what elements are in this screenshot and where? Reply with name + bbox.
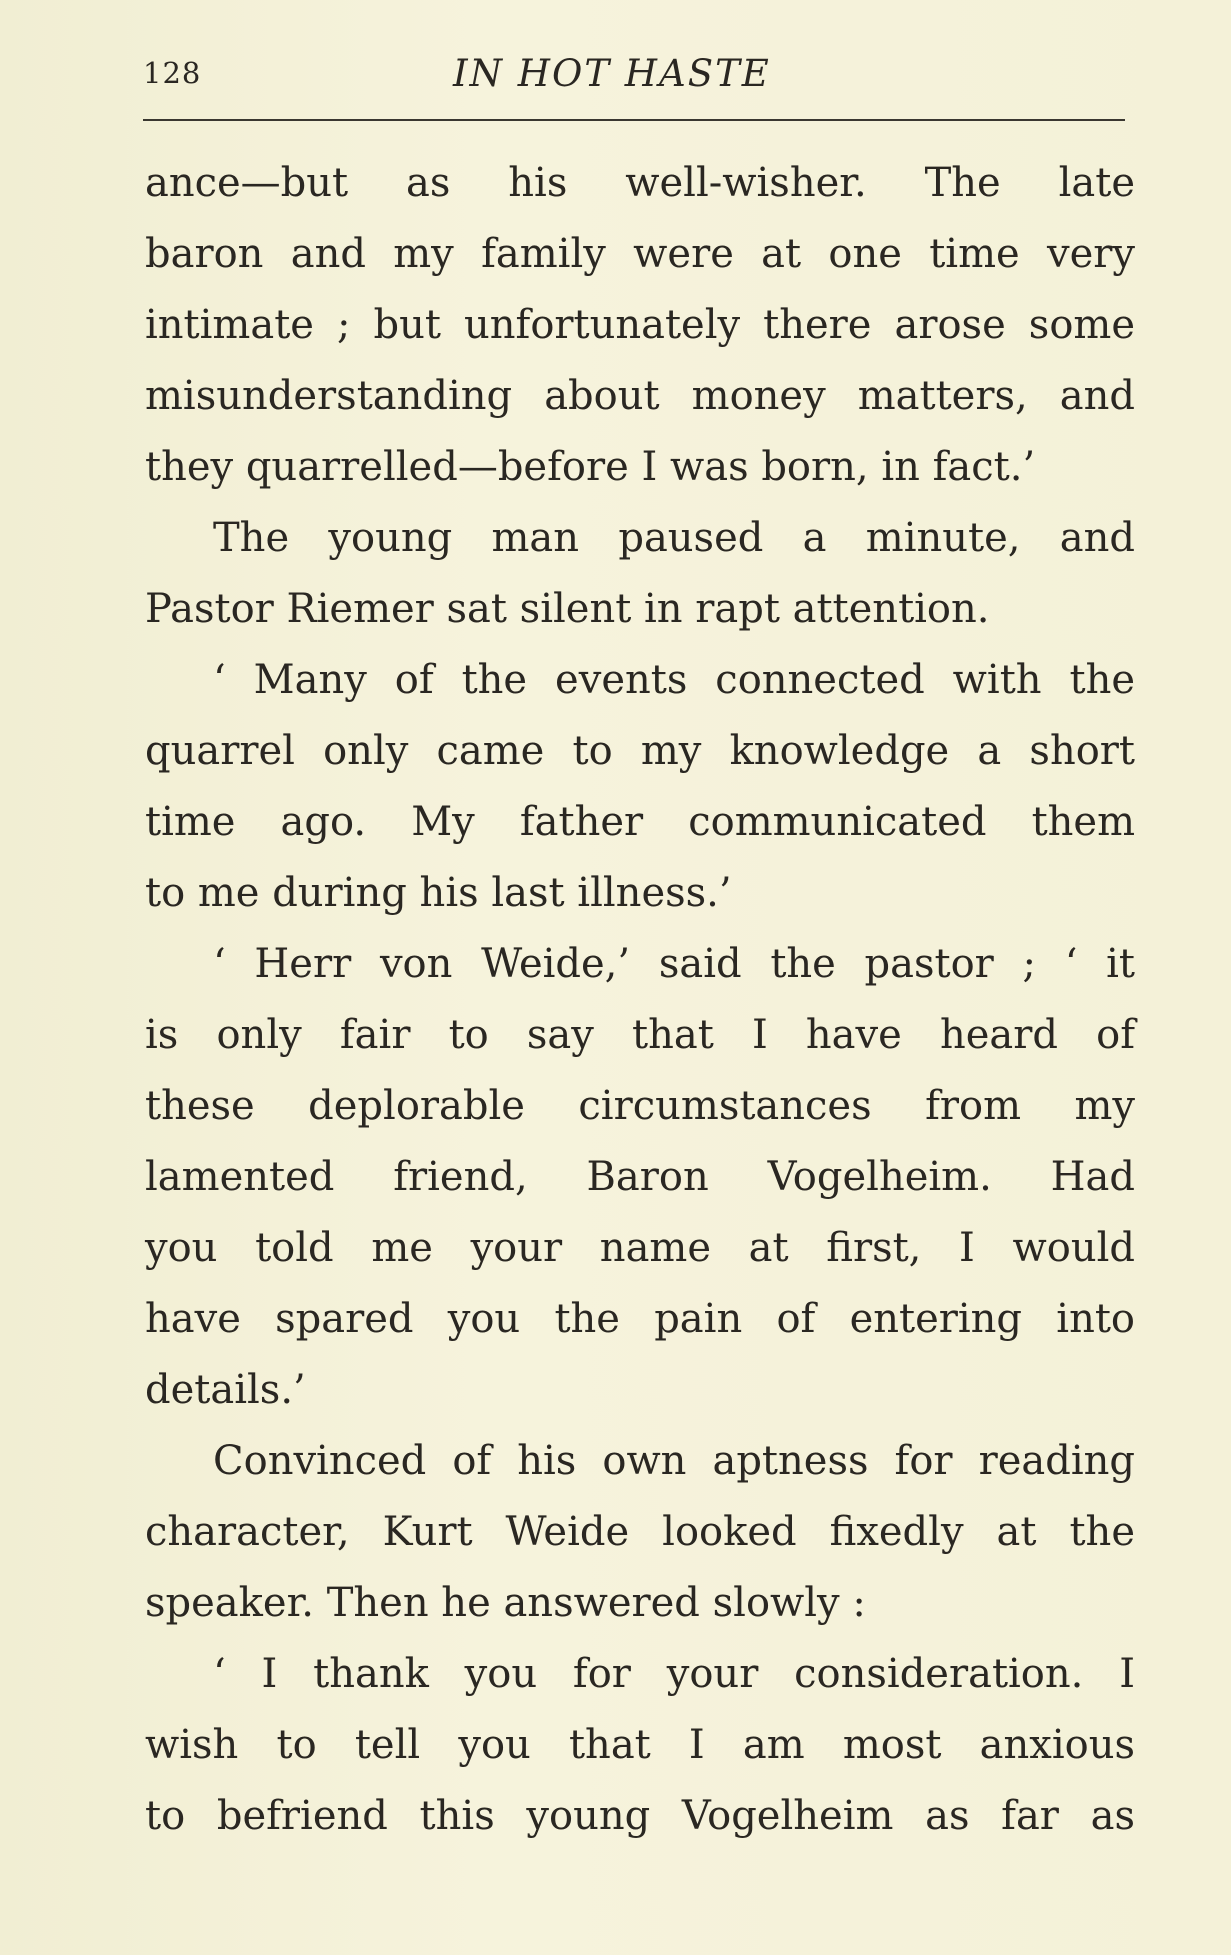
text-line: is only fair to say that I have heard of xyxy=(145,1012,1135,1058)
text-line: these deplorable circumstances from my xyxy=(145,1083,1135,1129)
text-line: misunderstanding about money matters, and xyxy=(145,373,1135,419)
text-line: you told me your name at first, I would xyxy=(145,1225,1135,1271)
text-line: they quarrelled—before I was born, in fact.’ xyxy=(145,444,1036,490)
header-rule xyxy=(143,119,1125,121)
text-line: Convinced of his own aptness for reading xyxy=(213,1438,1135,1484)
text-line: The young man paused a minute, and xyxy=(213,515,1135,561)
running-title: IN HOT HASTE xyxy=(453,52,771,95)
text-line: to befriend this young Vogelheim as far as xyxy=(145,1793,1135,1839)
text-line: to me during his last illness.’ xyxy=(145,870,732,916)
page-number: 128 xyxy=(143,56,202,90)
page-header xyxy=(143,50,1133,100)
text-line: Pastor Riemer sat silent in rapt attention. xyxy=(145,586,990,632)
text-line: ance—but as his well-wisher. The late xyxy=(145,160,1135,206)
text-line: details.’ xyxy=(145,1367,306,1413)
text-line: quarrel only came to my knowledge a short xyxy=(145,728,1135,774)
body-text xyxy=(145,148,1135,1852)
text-line: intimate ; but unfortunately there arose some xyxy=(145,302,1135,348)
text-line: ‘ I thank you for your consideration. I xyxy=(213,1651,1135,1697)
text-line: ‘ Many of the events connected with the xyxy=(213,657,1135,703)
text-line: wish to tell you that I am most anxious xyxy=(145,1722,1135,1768)
text-line: lamented friend, Baron Vogelheim. Had xyxy=(145,1154,1135,1200)
text-line: speaker. Then he answered slowly : xyxy=(145,1580,866,1626)
text-line: ‘ Herr von Weide,’ said the pastor ; ‘ it xyxy=(213,941,1135,987)
text-line: baron and my family were at one time very xyxy=(145,231,1135,277)
text-line: have spared you the pain of entering into xyxy=(145,1296,1135,1342)
text-line: character, Kurt Weide looked fixedly at the xyxy=(145,1509,1135,1555)
text-line: time ago. My father communicated them xyxy=(145,799,1135,845)
